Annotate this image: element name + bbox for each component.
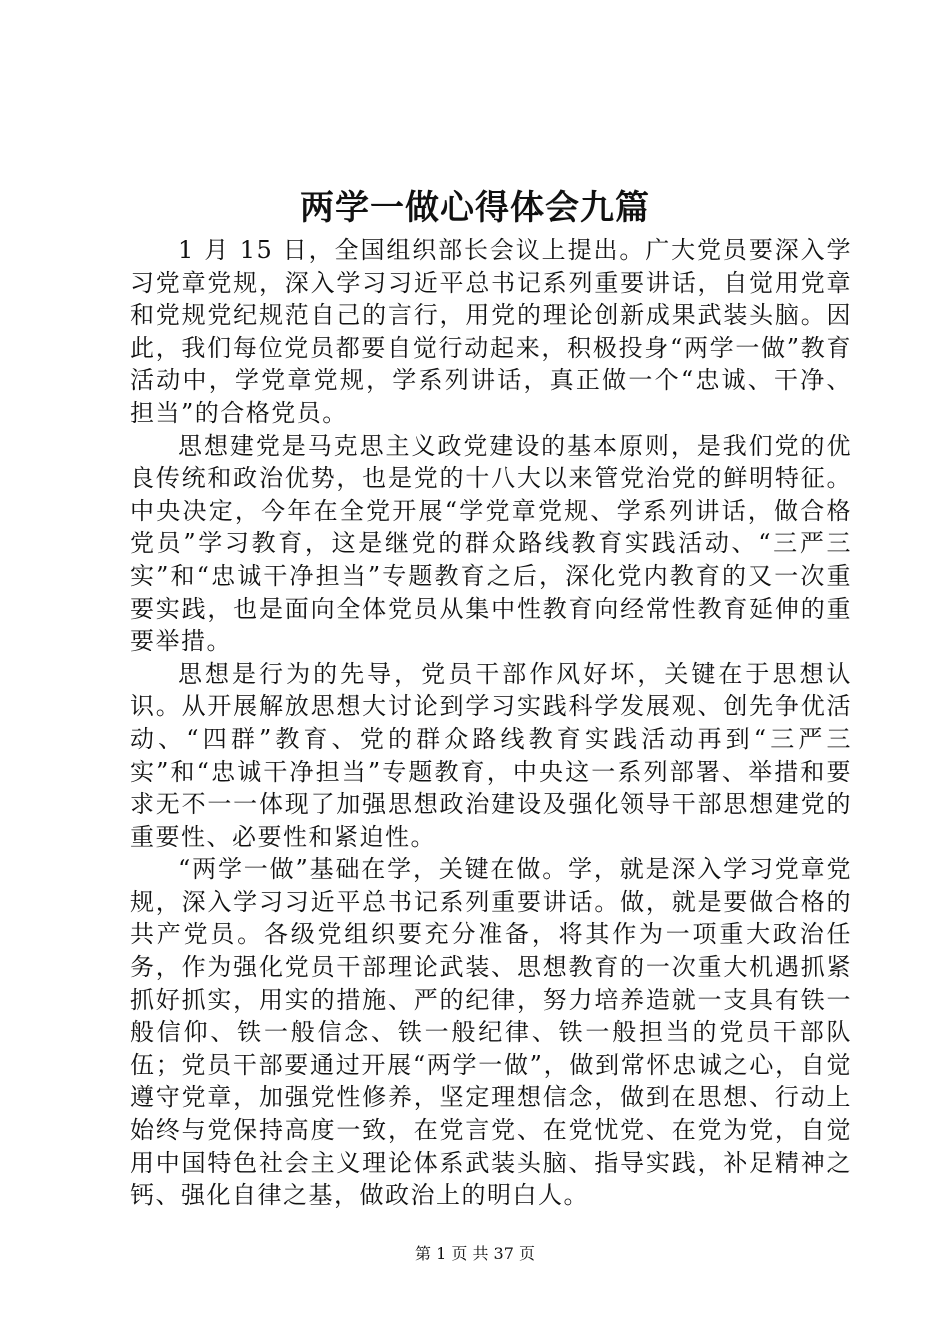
paragraph: 思想是行为的先导，党员干部作风好坏，关键在于思想认识。从开展解放思想大讨论到学习实践科学发展观、创先争优活动、“四群”教育、党的群众路线教育实践活动再到“三严三实”和“忠诚干净担当”专题教育，中央这一系列部署、举措和要求无不一一体现了加强思想政治建设及强化领导干部思想建党的重要性、必要性和紧迫性。 — [130, 659, 852, 851]
page-number-footer: 第 1 页 共 37 页 — [415, 1244, 535, 1263]
paragraph: 思想建党是马克思主义政党建设的基本原则，是我们党的优良传统和政治优势，也是党的十八大以来管党治党的鲜明特征。中央决定，今年在全党开展“学党章党规、学系列讲话，做合格党员”学习教育，这是继党的群众路线教育实践活动、“三严三实”和“忠诚干净担当”专题教育之后，深化党内教育的又一次重要实践，也是面向全体党员从集中性教育向经常性教育延伸的重要举措。 — [130, 431, 852, 656]
document-title: 两学一做心得体会九篇 — [300, 188, 650, 228]
paragraph: 1 月 15 日，全国组织部长会议上提出。广大党员要深入学习党章党规，深入学习习近平总书记系列重要讲话，自觉用党章和党规党纪规范自己的言行，用党的理论创新成果武装头脑。因此，我们每位党员都要自觉行动起来，积极投身“两学一做”教育活动中，学党章党规，学系列讲话，真正做一个“忠诚、干净、担当”的合格党员。 — [130, 236, 852, 427]
document-body — [130, 234, 852, 1212]
paragraph: “两学一做”基础在学，关键在做。学，就是深入学习党章党规，深入学习习近平总书记系列重要讲话。做，就是要做合格的共产党员。各级党组织要充分准备，将其作为一项重大政治任务，作为强化党员干部理论武装、思想教育的一次重大机遇抓紧抓好抓实，用实的措施、严的纪律，努力培养造就一支具有铁一般信仰、铁一般信念、铁一般纪律、铁一般担当的党员干部队伍；党员干部要通过开展“两学一做”，做到常怀忠诚之心，自觉遵守党章，加强党性修养，坚定理想信念，做到在思想、行动上始终与党保持高度一致，在党言党、在党忧党、在党为党，自觉用中国特色社会主义理论体系武装头脑、指导实践，补足精神之钙、强化自律之基，做政治上的明白人。 — [130, 855, 852, 1210]
